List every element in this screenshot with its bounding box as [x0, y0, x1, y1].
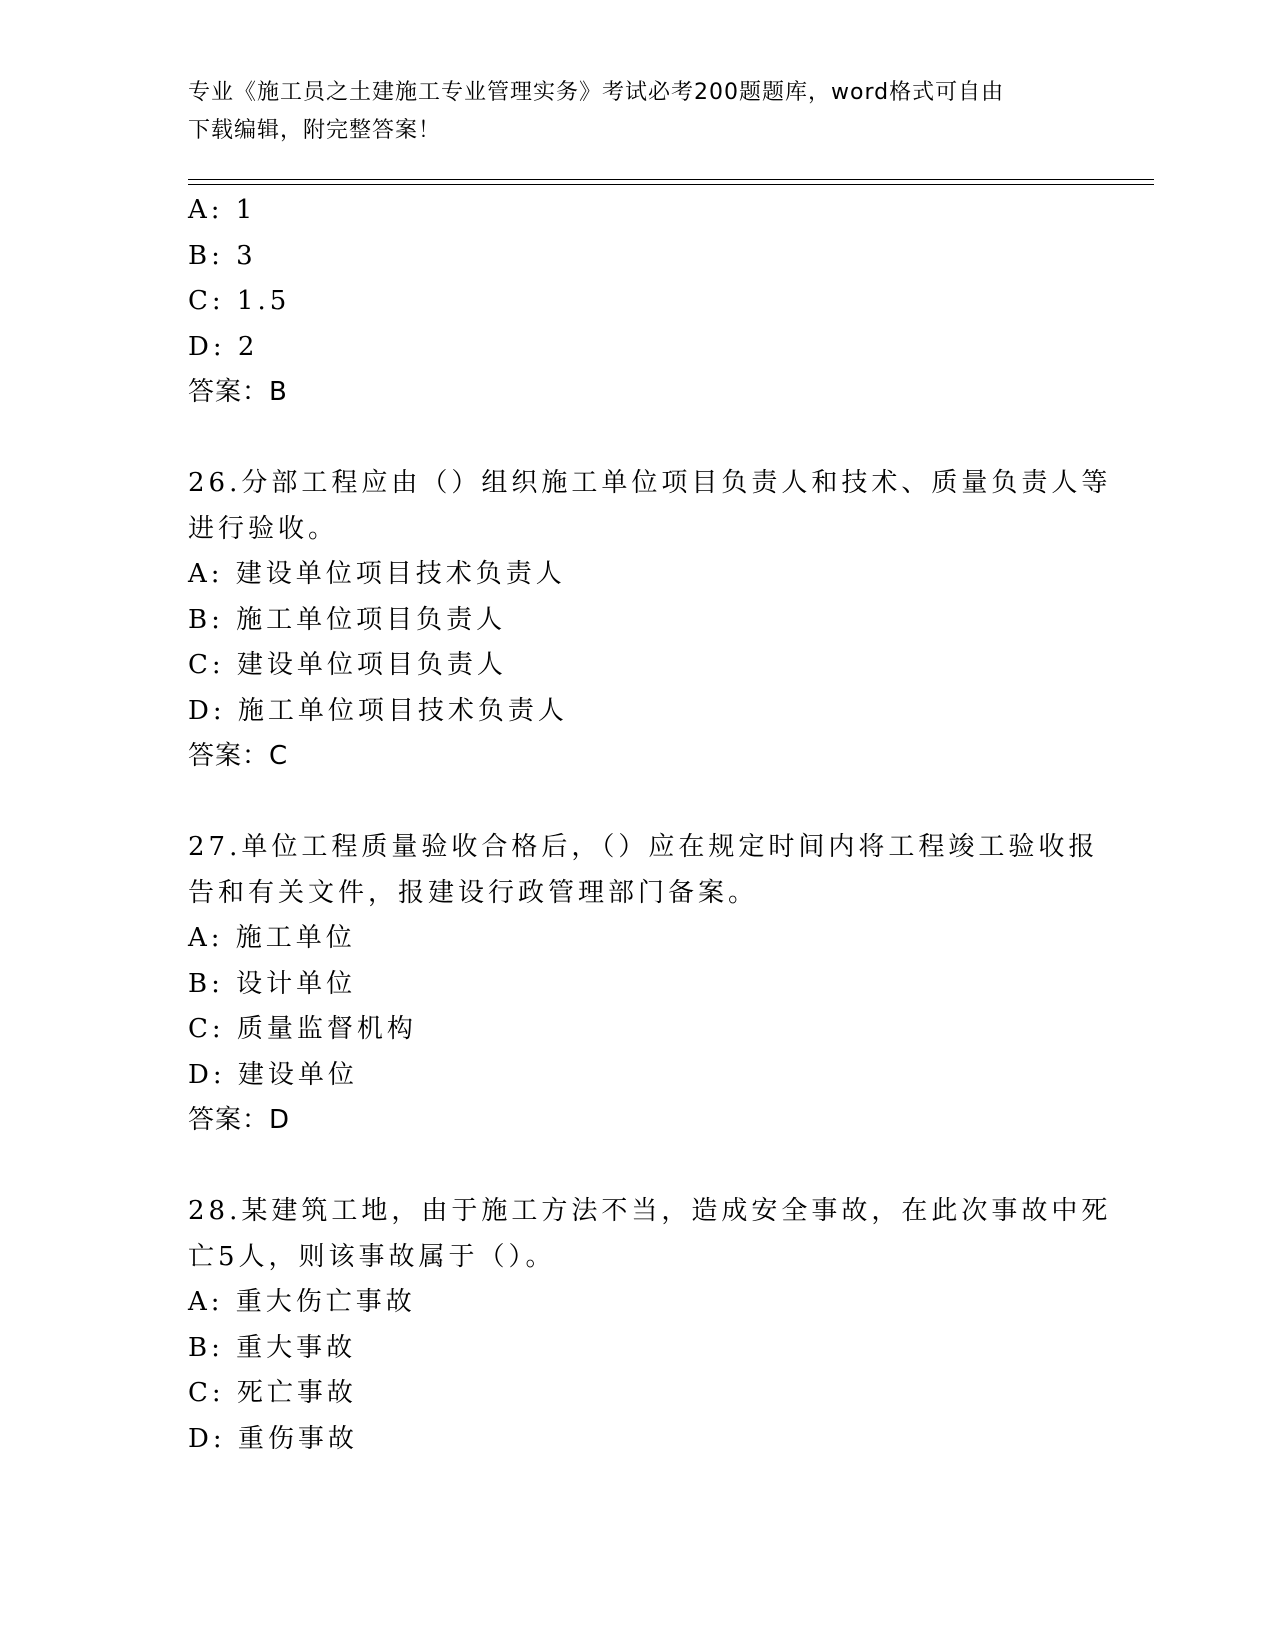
question-27: [188, 825, 1099, 1144]
q28-option-d: D: 重伤事故: [188, 1423, 358, 1454]
q26-answer: 答案：C: [188, 741, 289, 771]
q28-option-b: B: 重大事故: [188, 1332, 357, 1363]
q25-option-b: B: 3: [188, 240, 257, 271]
question-content: [188, 188, 1112, 1462]
q26-option-c: C: 建设单位项目负责人: [188, 650, 507, 680]
page-header: [188, 74, 1068, 150]
q26-option-d: D: 施工单位项目技术负责人: [188, 695, 568, 726]
q25-option-a: A: 1: [188, 195, 257, 225]
question-28: [188, 1189, 1112, 1462]
q27-answer: 答案：D: [188, 1105, 291, 1135]
q27-option-c: C: 质量监督机构: [188, 1014, 417, 1044]
q25-option-d: D: 2: [188, 331, 259, 362]
q27-option-a: A: 施工单位: [188, 923, 356, 953]
q25-answer: 答案：B: [188, 377, 288, 407]
q27-stem-line-2: 告和有关文件，报建设行政管理部门备案。: [188, 877, 759, 908]
q27-stem-line-1: 27.单位工程质量验收合格后，（）应在规定时间内将工程竣工验收报: [188, 832, 1099, 862]
header-line-1: 专业《施工员之土建施工专业管理实务》考试必考200题题库，word格式可自由: [188, 80, 1005, 105]
question-26: [188, 461, 1112, 780]
q26-option-b: B: 施工单位项目负责人: [188, 604, 507, 635]
q27-option-d: D: 建设单位: [188, 1059, 358, 1090]
question-25: [188, 188, 1088, 416]
header-line-2: 下载编辑，附完整答案！: [188, 118, 442, 143]
header-divider-top: [188, 179, 1154, 180]
q26-stem-line-1: 26.分部工程应由（）组织施工单位项目负责人和技术、质量负责人等: [188, 468, 1112, 498]
q26-option-a: A: 建设单位项目技术负责人: [188, 559, 566, 589]
q25-option-c: C: 1.5: [188, 286, 291, 316]
q28-option-c: C: 死亡事故: [188, 1378, 357, 1408]
q27-option-b: B: 设计单位: [188, 968, 357, 999]
q28-stem-line-2: 亡5人，则该事故属于（）。: [188, 1241, 556, 1272]
q28-stem-line-1: 28.某建筑工地，由于施工方法不当，造成安全事故，在此次事故中死: [188, 1196, 1112, 1226]
header-divider-bottom: [188, 184, 1154, 185]
q26-stem-line-2: 进行验收。: [188, 513, 339, 544]
q28-option-a: A: 重大伤亡事故: [188, 1287, 416, 1317]
